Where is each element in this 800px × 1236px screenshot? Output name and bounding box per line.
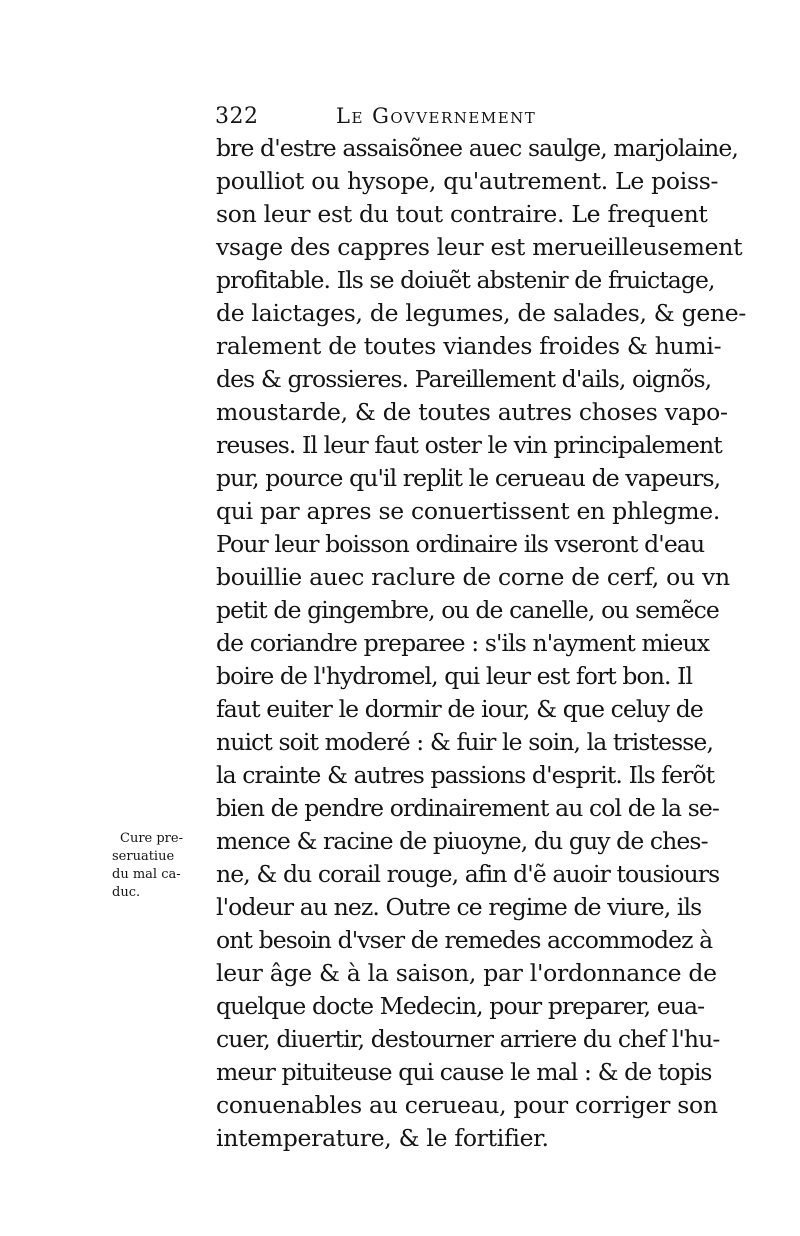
text-line: quelque docte Medecin, pour preparer, eua- <box>216 992 705 1020</box>
text-line: bouillie auec raclure de corne de cerf, ou vn <box>216 563 730 591</box>
text-line: l'odeur au nez. Outre ce regime de viure, ils <box>216 893 702 921</box>
text-line: son leur est du tout contraire. Le frequent <box>216 200 708 228</box>
text-line: meur pituiteuse qui cause le mal : & de topis <box>216 1058 712 1086</box>
page-number: 322 <box>215 104 259 129</box>
text-line: qui par apres se conuertissent en phlegme. <box>216 497 721 525</box>
text-line: mence & racine de piuoyne, du guy de ches- <box>216 827 708 855</box>
text-line: intemperature, & le fortifier. <box>216 1124 549 1152</box>
margin-note <box>112 830 212 902</box>
margin-note-line: Cure pre- <box>120 831 183 846</box>
running-head: Le Govvernement <box>336 104 537 128</box>
body-text <box>216 132 747 1155</box>
text-line: ralement de toutes viandes froides & humi- <box>216 332 722 360</box>
text-line: Pour leur boisson ordinaire ils vseront d'eau <box>216 530 705 558</box>
text-line: poulliot ou hysope, qu'autrement. Le poiss- <box>216 167 719 195</box>
text-line: boire de l'hydromel, qui leur est fort bon. Il <box>216 662 693 690</box>
text-line: pur, pource qu'il replit le cerueau de vapeurs, <box>216 464 721 492</box>
text-line: bre d'estre assaisõnee auec saulge, marjolaine, <box>216 134 738 162</box>
text-line: leur âge & à la saison, par l'ordonnance de <box>216 959 717 987</box>
text-line: ont besoin d'vser de remedes accommodez à <box>216 926 713 954</box>
margin-note-line: seruatiue <box>112 849 175 864</box>
text-line: bien de pendre ordinairement au col de la se- <box>216 794 719 822</box>
text-line: ne, & du corail rouge, afin d'ẽ auoir tousiours <box>216 860 720 888</box>
text-line: reuses. Il leur faut oster le vin principalement <box>216 431 722 459</box>
text-line: conuenables au cerueau, pour corriger son <box>216 1091 718 1119</box>
text-line: profitable. Ils se doiuẽt abstenir de fruictage, <box>216 266 715 294</box>
text-line: cuer, diuertir, destourner arriere du chef l'hu- <box>216 1025 720 1053</box>
text-line: nuict soit moderé : & fuir le soin, la tristesse, <box>216 728 714 756</box>
text-line: de coriandre preparee : s'ils n'ayment mieux <box>216 629 710 657</box>
text-line: de laictages, de legumes, de salades, & gene- <box>216 299 747 327</box>
text-line: moustarde, & de toutes autres choses vapo- <box>216 398 728 426</box>
text-line: des & grossieres. Pareillement d'ails, oignõs, <box>216 365 712 393</box>
margin-note-line: du mal ca- <box>112 867 181 882</box>
text-line: vsage des cappres leur est merueilleusement <box>216 233 743 261</box>
margin-note-line: duc. <box>112 885 141 900</box>
text-line: petit de gingembre, ou de canelle, ou semẽce <box>216 596 719 624</box>
text-line: la crainte & autres passions d'esprit. Ils ferõt <box>216 761 715 789</box>
text-line: faut euiter le dormir de iour, & que celuy de <box>216 695 703 723</box>
